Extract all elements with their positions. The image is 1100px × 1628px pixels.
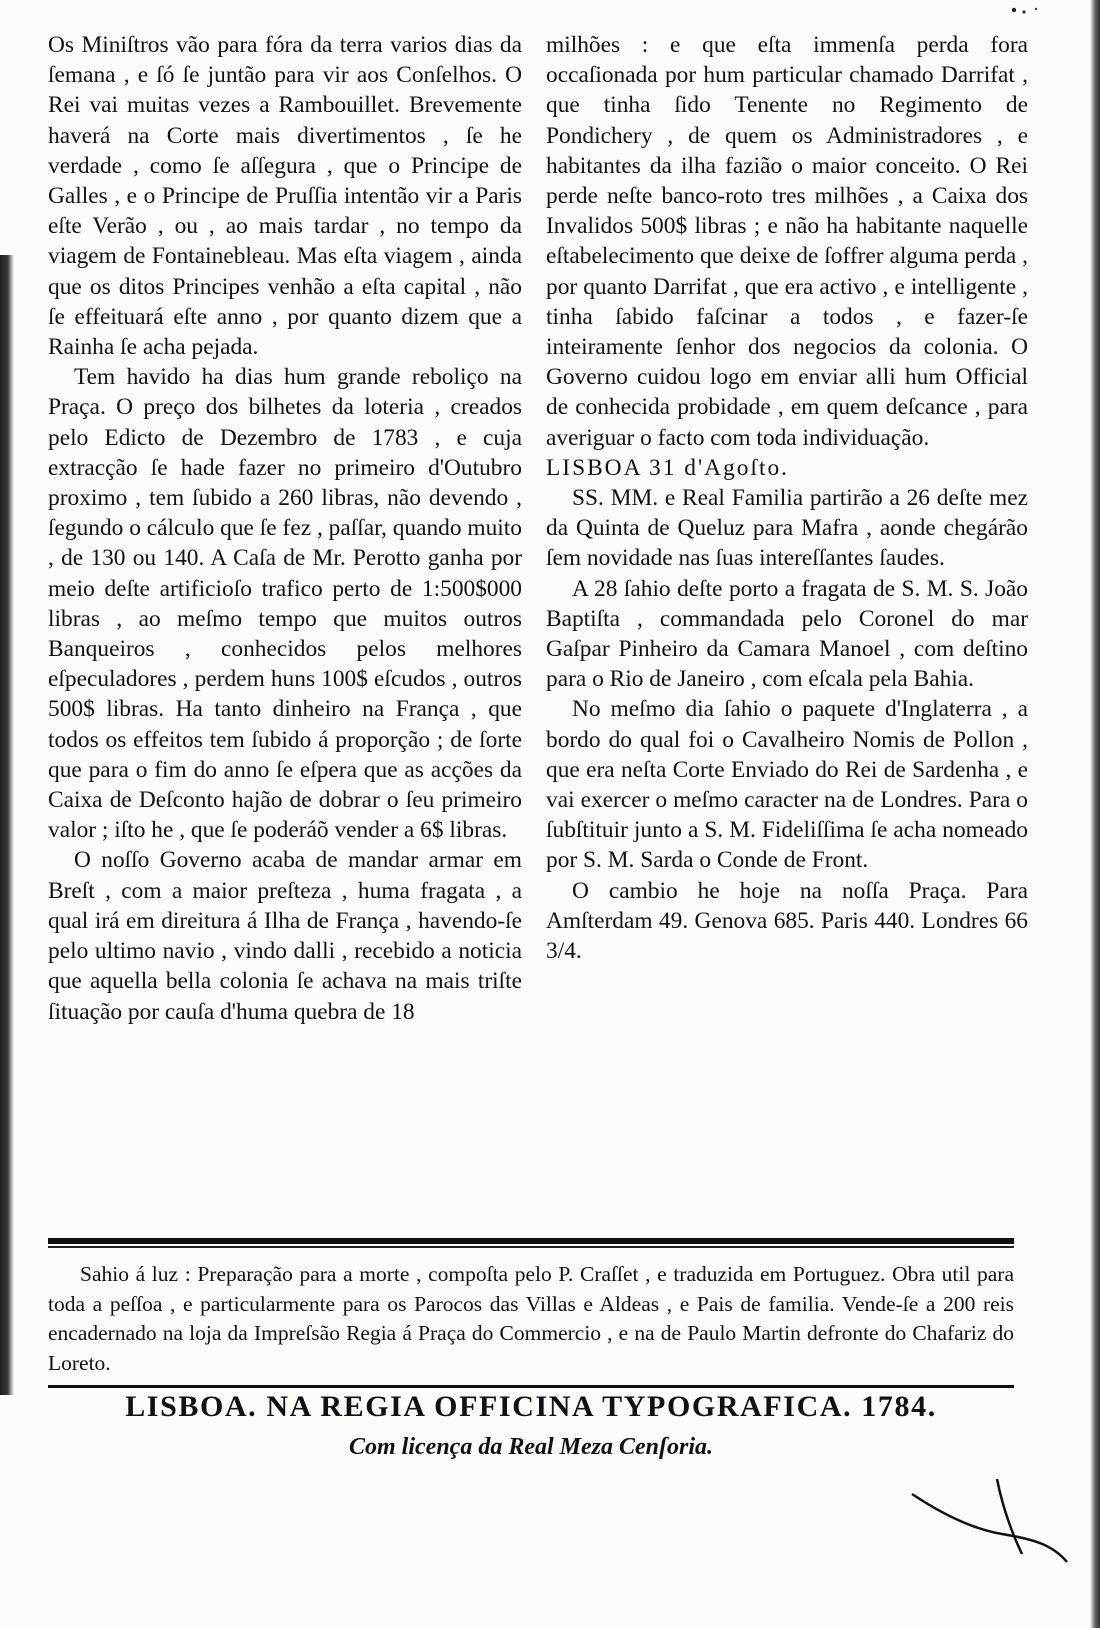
right-paragraph-milhoes: milhões : e que eſta immenſa perda fora occaſionada por hum particular chamado Darrifat , que tinha ſido Tenente no Regimento de Pondichery , de quem os Administradores , e habitantes da ilha fazião o maior conceito. O Rei perde neſte banco-roto tres milhões , a Caixa dos Invalidos 500$ libras ; e não ha habitante naquelle eſtabelecimento que deixe de ſoffrer alguma perda , por quanto Darrifat , que era activo , e intelligente , tinha ſabido faſcinar a todos , e fazer-ſe inteiramente ſenhor dos negocios da colonia. O Governo cuidou logo em enviar alli hum Official de conhecida probidade , em quem deſcance , para averiguar o facto com toda individuação. bbox=[546, 32, 1028, 451]
left-paragraph-governo: O noſſo Governo acaba de mandar armar em Breſt , com a maior preſteza , huma fragata , a qual irá em direitura á Ilha de França , havendo-ſe pelo ultimo navio , vindo dalli , recebido a noticia que aquella bella colonia ſe achava na mais triſte ſituação por cauſa d'huma quebra de 18 bbox=[48, 847, 522, 1025]
section-rule-thin bbox=[48, 1246, 1014, 1248]
censorship-licence: Com licença da Real Meza Cenſoria. bbox=[349, 1434, 713, 1460]
top-corner-mark bbox=[1006, 4, 1046, 18]
section-rule-thick bbox=[48, 1238, 1014, 1244]
left-paragraph-ministros: Os Miniſtros vão para fóra da terra varios dias da ſemana , e ſó ſe juntão para vir aos Conſelhos. O Rei vai muitas vezes a Rambouillet. Brevemente haverá na Corte mais divertimentos , ſe he verdade , como ſe aſſegura , que o Principe de Galles , e o Principe de Pruſſia intentão vir a Paris eſte Verão , ou , ao mais tardar , no tempo da viagem de Fontainebleau. Mas eſta viagem , ainda que os ditos Principes venhão a eſta capital , não ſe effeituará eſte anno , por quanto dizem que a Rainha ſe acha pejada. bbox=[48, 32, 522, 361]
page-edge-shadow-right bbox=[1090, 0, 1100, 1628]
printer-imprint: LISBOA. NA REGIA OFFICINA TYPOGRAFICA. 1784. bbox=[125, 1390, 937, 1423]
right-paragraph-fragata: A 28 ſahio deſte porto a fragata de S. M. S. João Baptiſta , commandada pelo Coronel do mar Gaſpar Pinheiro da Camara Manoel , com deſtino para o Rio de Janeiro , com eſcala pela Bahia. bbox=[546, 575, 1028, 693]
right-paragraph-cambio: O cambio he hoje na noſſa Praça. Para Amſterdam 49. Genova 685. Paris 440. Londres 66 3/4. bbox=[546, 877, 1028, 965]
left-paragraph-loteria: Tem havido ha dias hum grande reboliço na Praça. O preço dos bilhetes da loteria , creados pelo Edicto de Dezembro de 1783 , e cuja extracção ſe hade fazer no primeiro d'Outubro proximo , tem ſubido a 260 libras, não devendo , ſegundo o cálculo que ſe fez , paſſar, quando muito , de 130 ou 140. A Caſa de Mr. Perotto ganha por meio deſte artificioſo trafico perto de 1:500$000 libras , ao meſmo tempo que muitos outros Banqueiros , conhecidos pelos melhores eſpeculadores , perdem huns 100$ eſcudos , outros 500$ libras. Ha tanto dinheiro na França , que todos os effeitos tem ſubido á proporção ; de ſorte que para o fim do anno ſe eſpera que as acções da Caixa de Deſconto hajão de dobrar o ſeu primeiro valor ; iſto he , que ſe poderáõ vender a 6$ libras. bbox=[48, 364, 522, 844]
imprint-rule bbox=[48, 1385, 1014, 1388]
handwritten-margin-mark bbox=[902, 1474, 1072, 1564]
book-notice: Sahio á luz : Preparação para a morte , compoſta pelo P. Craſſet , e traduzida em Portuguez. Obra util para toda a peſſoa , e particularmente para os Parocos das Villas e Aldeas , e Pais de familia. Vende-ſe a 200 reis encadernado na loja da Impreſsão Regia á Praça do Commercio , e na de Paulo Martin defronte do Chafariz do Loreto. bbox=[48, 1262, 1014, 1375]
right-paragraph-paquete: No meſmo dia ſahio o paquete d'Inglaterra , a bordo do qual foi o Cavalheiro Nomis de Pollon , que era neſta Corte Enviado do Rei de Sardenha , e vai exercer o meſmo caracter na de Londres. Para o ſubſtituir junto a S. M. Fideliſſima ſe acha nomeado por S. M. Sarda o Conde de Front. bbox=[546, 696, 1028, 874]
right-column bbox=[546, 30, 1028, 966]
dateline-lisboa: LISBOA 31 d'Agoſto. bbox=[546, 454, 789, 481]
left-column bbox=[48, 30, 522, 1027]
right-paragraph-familia-real: SS. MM. e Real Familia partirão a 26 deſte mez da Quinta de Queluz para Mafra , aonde chegárão ſem novidade nas ſuas intereſſantes ſaudes. bbox=[546, 485, 1028, 572]
page-edge-shadow-left bbox=[0, 255, 14, 1395]
